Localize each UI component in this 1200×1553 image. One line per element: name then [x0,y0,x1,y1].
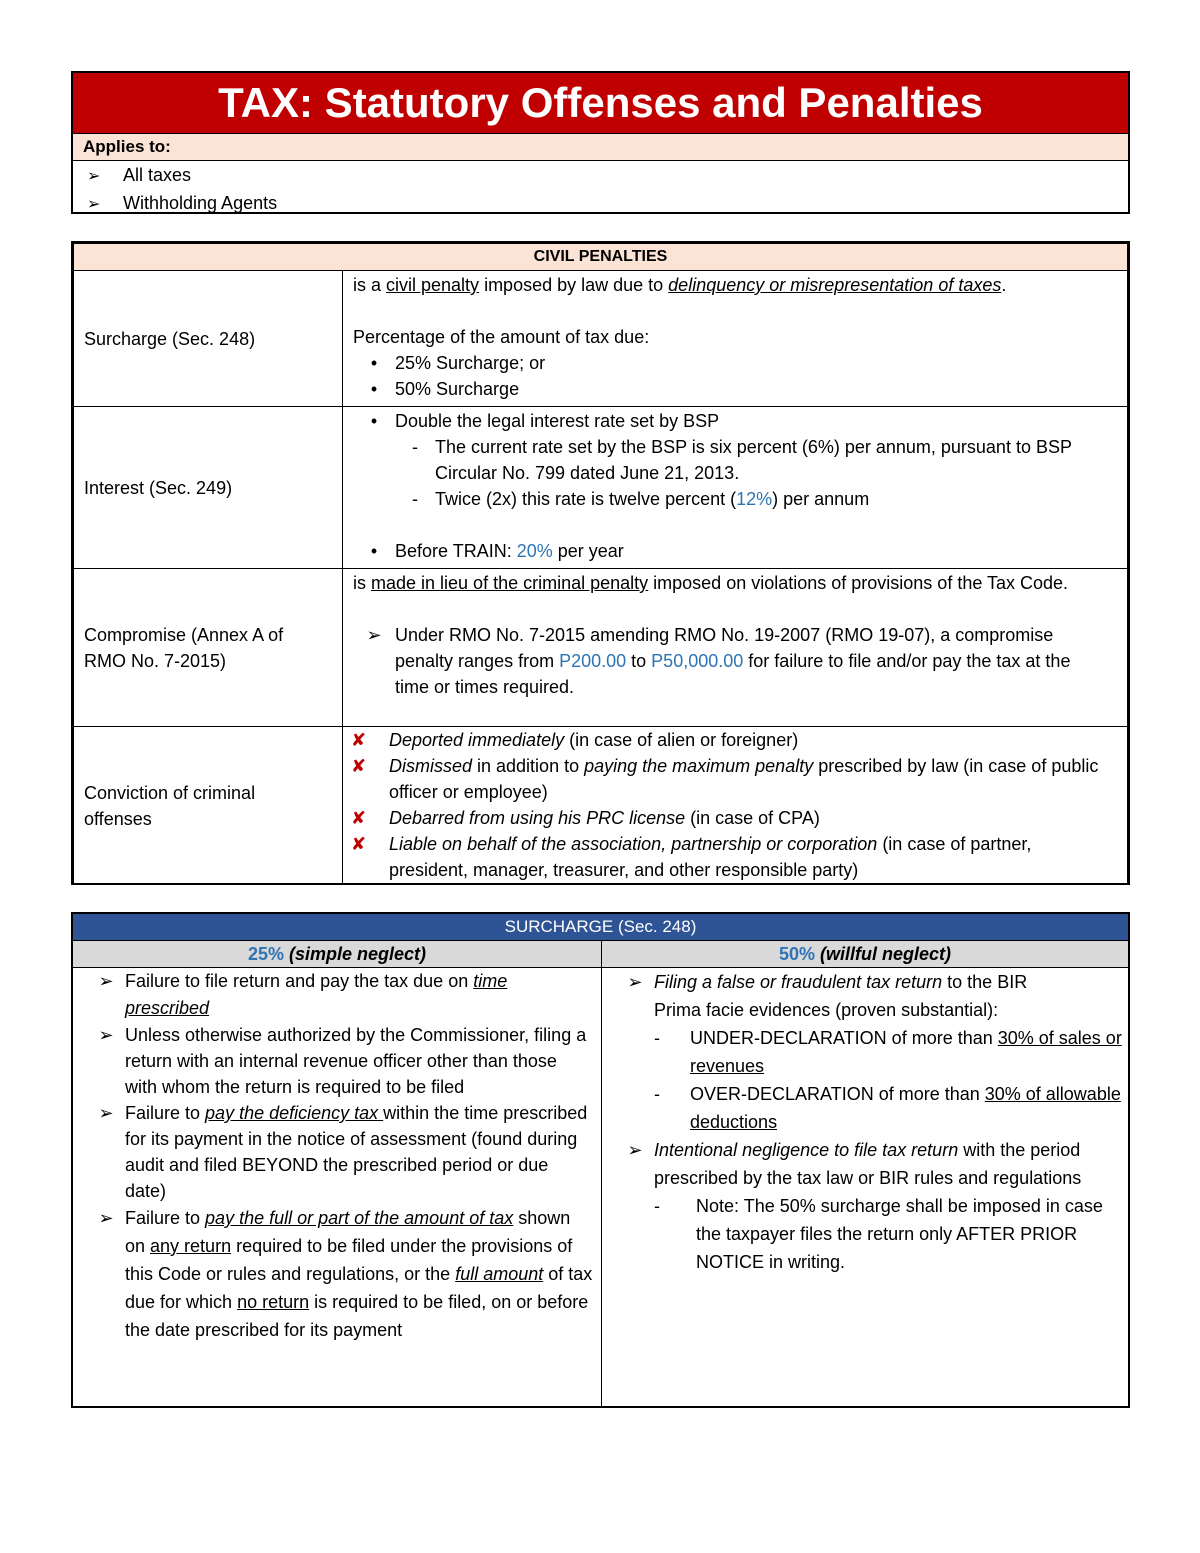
list-item: • 25% Surcharge; or [353,350,1127,376]
civil-penalties-table [71,241,1130,885]
conviction-content [343,727,1128,885]
list-item: • 50% Surcharge [353,376,1127,402]
compromise-content [343,569,1128,727]
arrow-bullet-icon: ➢ [87,168,101,185]
list-item: ➢ Failure to pay the deficiency tax within the time prescribed for its payment in the notice of assessment (found during audit and filed BEYOND the prescribed period or due date) [73,1100,593,1204]
interest-label: Interest (Sec. 249) [74,407,343,569]
simple-neglect-header: 25% (simple neglect) [247,944,427,964]
bullet-icon: • [370,411,378,431]
list-item: ➢ Unless otherwise authorized by the Commissioner, filing a return with an internal revenue officer other than those with whom the return is required to be filed [73,1022,593,1100]
bullet-icon: • [370,541,378,561]
bullet-icon: • [370,353,378,373]
list-item: ➢ Under RMO No. 7-2015 amending RMO No. 19-2007 (RMO 19-07), a compromise penalty ranges from P200.00 to P50,000.00 for failure to file and/or pay the tax at the time or times required. [353,622,1107,700]
surcharge-content [343,271,1128,407]
sub-list-item: - The current rate set by the BSP is six percent (6%) per annum, pursuant to BSP Circular No. 799 dated June 21, 2013. [412,437,1072,483]
cross-mark-icon: ✘ [351,756,367,776]
surcharge-label: Surcharge (Sec. 248) [74,271,343,407]
arrow-bullet-icon: ➢ [627,972,643,992]
list-item: ➢ Intentional negligence to file tax return with the period prescribed by the tax law or BIR rules and regulations [602,1136,1122,1192]
list-item: ✘ Liable on behalf of the association, partnership or corporation (in case of partner, president, manager, treasurer, and other responsible party) [347,831,1107,883]
list-item: ✘ Debarred from using his PRC license (in case of CPA) [347,805,1107,831]
surcharge-definition: is a civil penalty imposed by law due to delinquency or misrepresentation of taxes. [353,275,1007,295]
compromise-label: Compromise (Annex A of RMO No. 7-2015) [74,569,343,727]
arrow-bullet-icon: ➢ [366,625,382,645]
list-item: ➢ Failure to pay the full or part of the amount of tax shown on any return required to be filed under the provisions of this Code or rules and regulations, or the full amount of tax due for which no return is required to be filed, on or before the date prescribed for its payment [73,1204,593,1344]
arrow-bullet-icon: ➢ [87,196,101,213]
arrow-bullet-icon: ➢ [98,971,114,991]
applies-to-label: Applies to: [73,134,1128,161]
cross-mark-icon: ✘ [351,808,367,828]
header-box [71,71,1130,214]
applies-item: ➢ All taxes [73,162,1128,190]
prima-facie-line: Prima facie evidences (proven substantial): [654,1000,999,1020]
cross-mark-icon: ✘ [351,834,367,854]
simple-neglect-column [73,968,593,1344]
surcharge-column-headers [73,941,1128,968]
compromise-definition: is made in lieu of the criminal penalty imposed on violations of provisions of the Tax Code. [353,573,1069,593]
cross-mark-icon: ✘ [351,730,367,750]
sub-list-item: - Note: The 50% surcharge shall be imposed in case the taxpayer files the return only AFTER PRIOR NOTICE in writing. [654,1196,1103,1272]
surcharge-table [71,912,1130,1408]
interest-content [343,407,1128,569]
sub-list-item: - OVER-DECLARATION of more than 30% of allowable deductions [654,1084,1121,1132]
list-item: ✘ Deported immediately (in case of alien or foreigner) [347,727,1107,753]
list-item: • Double the legal interest rate set by BSP [353,408,1127,434]
arrow-bullet-icon: ➢ [98,1025,114,1045]
arrow-bullet-icon: ➢ [98,1208,114,1228]
page-title: TAX: Statutory Offenses and Penalties [73,73,1128,134]
willful-neglect-header: 50% (willful neglect) [778,944,952,964]
sub-list-item: - Twice (2x) this rate is twelve percent (12%) per annum [412,489,870,509]
list-item: ✘ Dismissed in addition to paying the maximum penalty prescribed by law (in case of public officer or employee) [347,753,1107,805]
list-item: ➢ Filing a false or fraudulent tax return to the BIR [602,968,1122,996]
list-item: • Before TRAIN: 20% per year [353,538,1127,564]
sub-list-item: - UNDER-DECLARATION of more than 30% of sales or revenues [654,1028,1122,1076]
willful-neglect-column [602,968,1122,1276]
civil-penalties-heading: CIVIL PENALTIES [74,244,1128,271]
list-item: ➢ Failure to file return and pay the tax due on time prescribed [73,968,593,1022]
arrow-bullet-icon: ➢ [627,1140,643,1160]
conviction-label: Conviction of criminal offenses [74,727,343,885]
arrow-bullet-icon: ➢ [98,1103,114,1123]
surcharge-body [73,968,1128,1407]
bullet-icon: • [370,379,378,399]
surcharge-percentage-line: Percentage of the amount of tax due: [353,327,650,347]
surcharge-heading: SURCHARGE (Sec. 248) [73,914,1128,941]
applies-item: ➢ Withholding Agents [73,190,1128,218]
